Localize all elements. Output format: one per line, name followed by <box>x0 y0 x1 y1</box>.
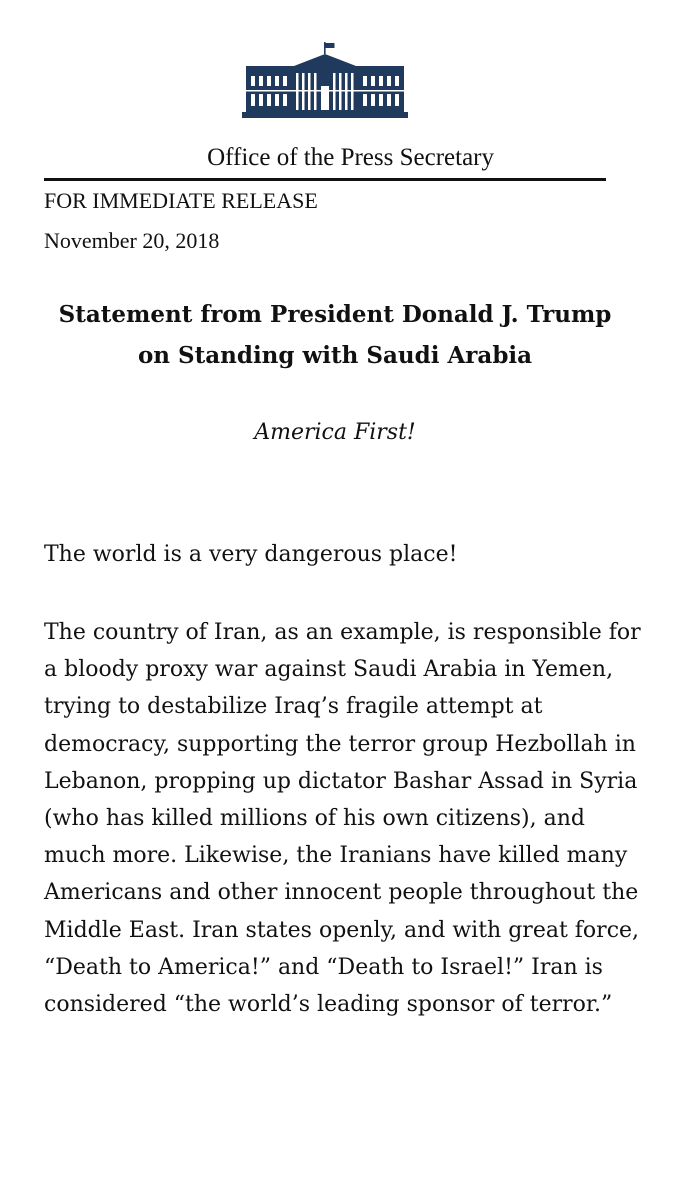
statement-tagline: America First! <box>254 420 416 445</box>
statement-title: Statement from President Donald J. Trump on Standing with Saudi Arabia <box>58 301 612 369</box>
paragraph: The world is a very dangerous place! <box>44 542 458 567</box>
header-divider <box>44 178 606 181</box>
office-heading <box>0 141 648 175</box>
paragraph: The country of Iran, as an example, is responsible for a bloody proxy war against Saudi Arabia in Yemen, trying to destabilize Iraq’s fragile attempt at democracy, supporting the terror group Hezbollah in Lebanon, propping up dictator Bashar Assad in Syria (who has killed millions of his own citizens), and much more. Likewise, the Iranians have killed many Americans and other innocent people throughout the Middle East. Iran states openly, and with great force, “Death to America!” and “Death to Israel!” Iran is considered “the world’s leading sponsor of terror.” <box>44 620 641 1018</box>
release-date: November 20, 2018 <box>44 228 220 253</box>
release-label: FOR IMMEDIATE RELEASE <box>44 188 318 213</box>
white-house-icon <box>242 42 408 122</box>
office-label: Office of the Press Secretary <box>207 144 494 171</box>
